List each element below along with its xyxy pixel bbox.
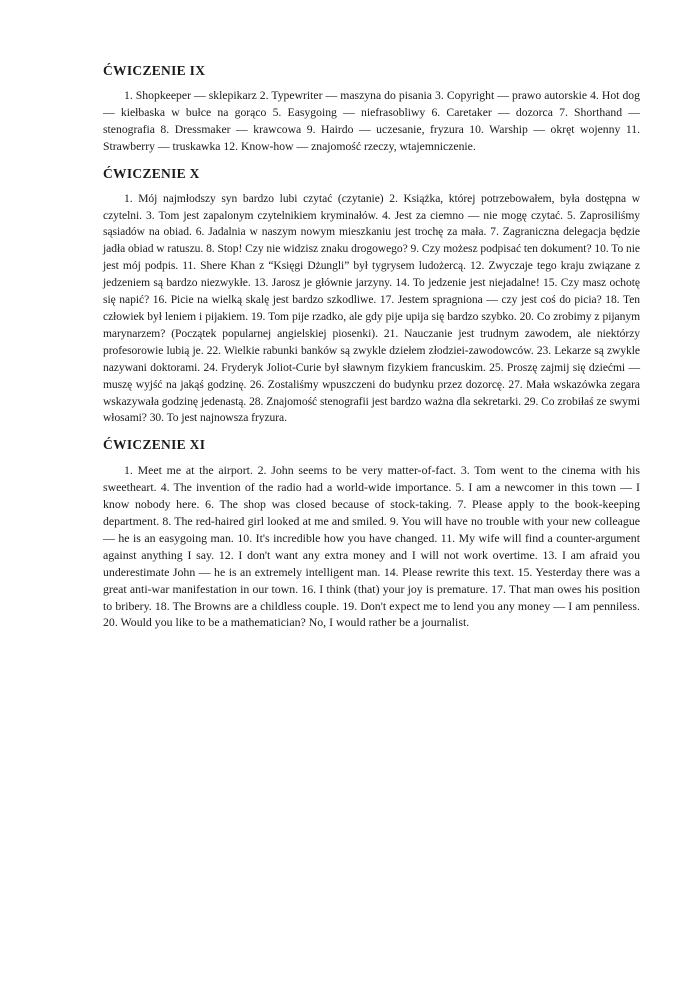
exercise-ix-text: 1. Shopkeeper — sklepikarz 2. Typewriter — maszyna do pisania 3. Copyright — prawo autorskie 4. Hot dog — kiełbaska w bułce na gorąco 5. Easygoing — niefrasobliwy 6. Caretaker — dozorca 7. Shorthand — stenografia 8. Dressmaker — krawcowa 9. Hairdo — uczesanie, fryzura 10. Warship — okręt wojenny 11. Strawberry — truskawka 12. Know-how — znajomość rzeczy, wtajemniczenie. — [103, 89, 640, 153]
exercise-ix-heading: ĆWICZENIE IX — [103, 63, 206, 78]
exercise-xi-section — [103, 436, 640, 631]
exercise-x-section — [103, 165, 640, 428]
document-page — [103, 62, 640, 640]
exercise-xi-text: 1. Meet me at the airport. 2. John seems to be very matter-of-fact. 3. Tom went to the cinema with his sweetheart. 4. The invention of the radio had a world-wide importance. 5. I am a newcomer in this town — I know nobody here. 6. The shop was closed because of stock-taking. 7. Please apply to the book-keeping department. 8. The red-haired girl looked at me and smiled. 9. You will have no trouble with your new colleague — he is an easygoing man. 10. It's incredible how you have changed. 11. My wife will find a counter-argument against anything I say. 12. I don't want any extra money and I will not work overtime. 13. I am afraid you underestimate John — he is an extremely intelligent man. 14. Please rewrite this text. 15. Yesterday there was a great anti-war manifestation in our town. 16. I think (that) your joy is premature. 17. That man owes his position to bribery. 18. The Browns are a childless couple. 19. Don't expect me to lend you any money — I am penniless. 20. Would you like to be a mathematician? No, I would rather be a journalist. — [103, 463, 640, 630]
exercise-xi-heading: ĆWICZENIE XI — [103, 437, 206, 453]
exercise-x-text: 1. Mój najmłodszy syn bardzo lubi czytać (czytanie) 2. Książka, której potrzebowałem, była dostępna w czytelni. 3. Tom jest zapalonym czytelnikiem kryminałów. 4. Jest za ciemno — nie mogę czytać. 5. Zaprosiliśmy sąsiadów na obiad. 6. Jadalnia w naszym nowym mieszkaniu jest trochę za mała. 7. Zagraniczna delegacja będzie jadła obiad w ratuszu. 8. Stop! Czy nie widzisz znaku drogowego? 9. Czy możesz podpisać ten dokument? 10. To nie jest mój podpis. 11. Shere Khan z “Księgi Dżungli” był tygrysem ludożercą. 12. Zwyczaje tego kraju związane z jedzeniem są bardzo niezwykłe. 13. Jarosz je głównie jarzyny. 14. To jedzenie jest niejadalne! 15. Czy masz ochotę się napić? 16. Picie na wielką skalę jest bardzo szkodliwe. 17. Jestem spragniona — czy jest coś do picia? 18. Ten człowiek był leniem i pijakiem. 19. Tom pije rzadko, ale gdy pije upija się bardzo szybko. 20. Co zrobimy z pijanym marynarzem? (Początek popularnej angielskiej piosenki). 21. Nauczanie jest trudnym zawodem, ale niektórzy profesorowie lubią je. 22. Wielkie rabunki banków są zwykle dziełem złodziei-zawodowców. 23. Lekarze są zwykle nazywani doktorami. 24. Fryderyk Joliot-Curie był sławnym fizykiem francuskim. 25. Proszę zajmij się dziećmi — muszę wyjść na jakąś godzinę. 26. Zostaliśmy wpuszczeni do budynku przez dozorcę. 27. Mała wskazówka zegara wskazywała godzinę jedenastą. 28. Znajomość stenografii jest bardzo ważna dla sekretarki. 29. Co zrobiłaś ze swymi włosami? 30. To jest najnowsza fryzura. — [103, 192, 640, 425]
exercise-x-heading: ĆWICZENIE X — [103, 165, 200, 181]
exercise-ix-section — [103, 62, 640, 156]
